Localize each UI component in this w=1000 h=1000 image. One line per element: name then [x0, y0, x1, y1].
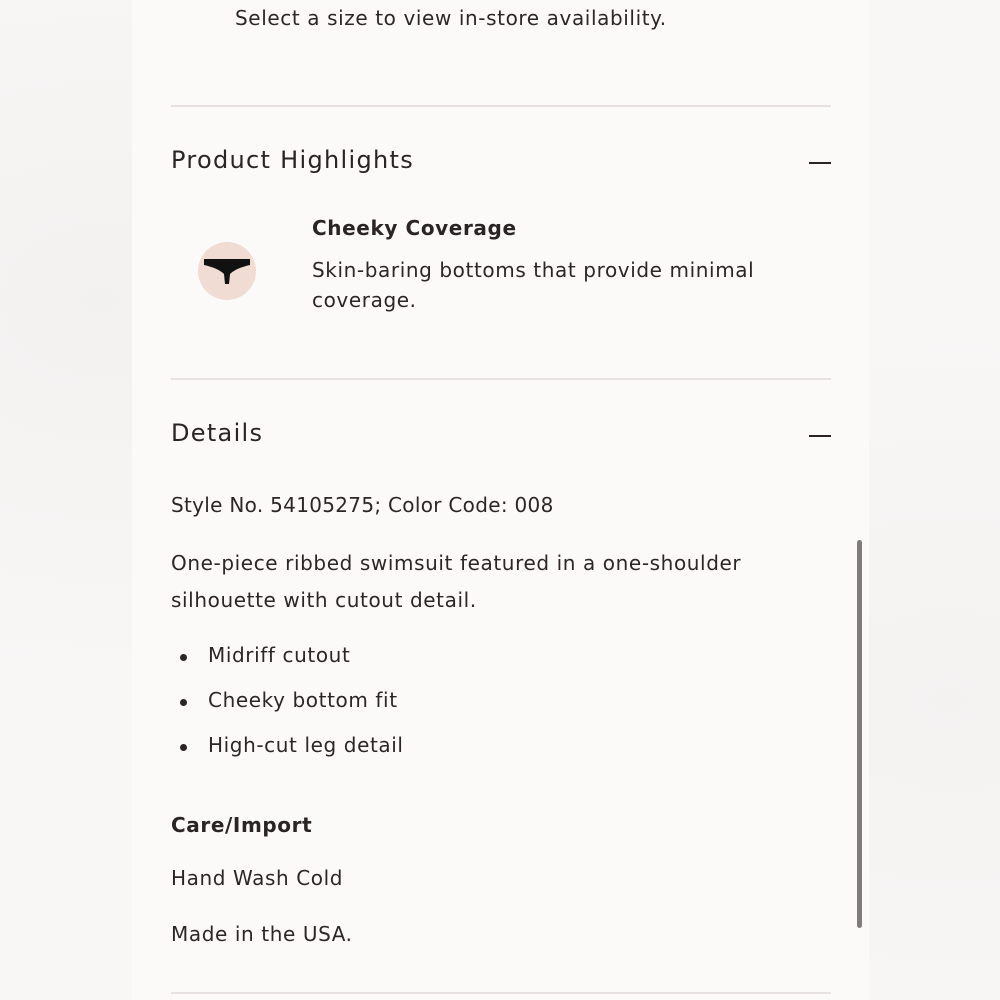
bullet-icon	[180, 654, 187, 661]
bullet-icon	[180, 699, 187, 706]
detail-bullet	[171, 688, 404, 733]
detail-bullet-text: Midriff cutout	[208, 643, 351, 667]
detail-bullet-text: High-cut leg detail	[208, 733, 404, 757]
divider	[171, 105, 831, 107]
divider	[171, 992, 831, 994]
product-highlights-header[interactable]	[171, 146, 831, 186]
detail-bullet	[171, 733, 404, 778]
detail-bullet	[171, 643, 404, 688]
details-header[interactable]	[171, 419, 831, 459]
detail-bullet-text: Cheeky bottom fit	[208, 688, 398, 712]
bullet-icon	[180, 744, 187, 751]
detail-bullet-list	[171, 643, 404, 778]
scrollbar[interactable]	[857, 540, 862, 928]
divider	[171, 378, 831, 380]
highlight-description: Skin-baring bottoms that provide minimal coverage.	[312, 258, 755, 312]
minus-icon[interactable]	[809, 162, 831, 164]
care-instruction: Hand Wash Cold	[171, 866, 344, 890]
care-import-title: Care/Import	[171, 813, 313, 837]
minus-icon[interactable]	[809, 435, 831, 437]
highlight-title: Cheeky Coverage	[312, 216, 517, 240]
country-of-origin: Made in the USA.	[171, 922, 353, 946]
product-highlights-title: Product Highlights	[171, 146, 415, 174]
cheeky-bottom-icon	[198, 242, 256, 300]
store-availability-text: Select a size to view in-store availability.	[235, 6, 667, 30]
product-description: One-piece ribbed swimsuit featured in a one-shoulder silhouette with cutout detail.	[171, 551, 742, 612]
style-number: Style No. 54105275; Color Code: 008	[171, 493, 554, 517]
details-title: Details	[171, 419, 264, 447]
